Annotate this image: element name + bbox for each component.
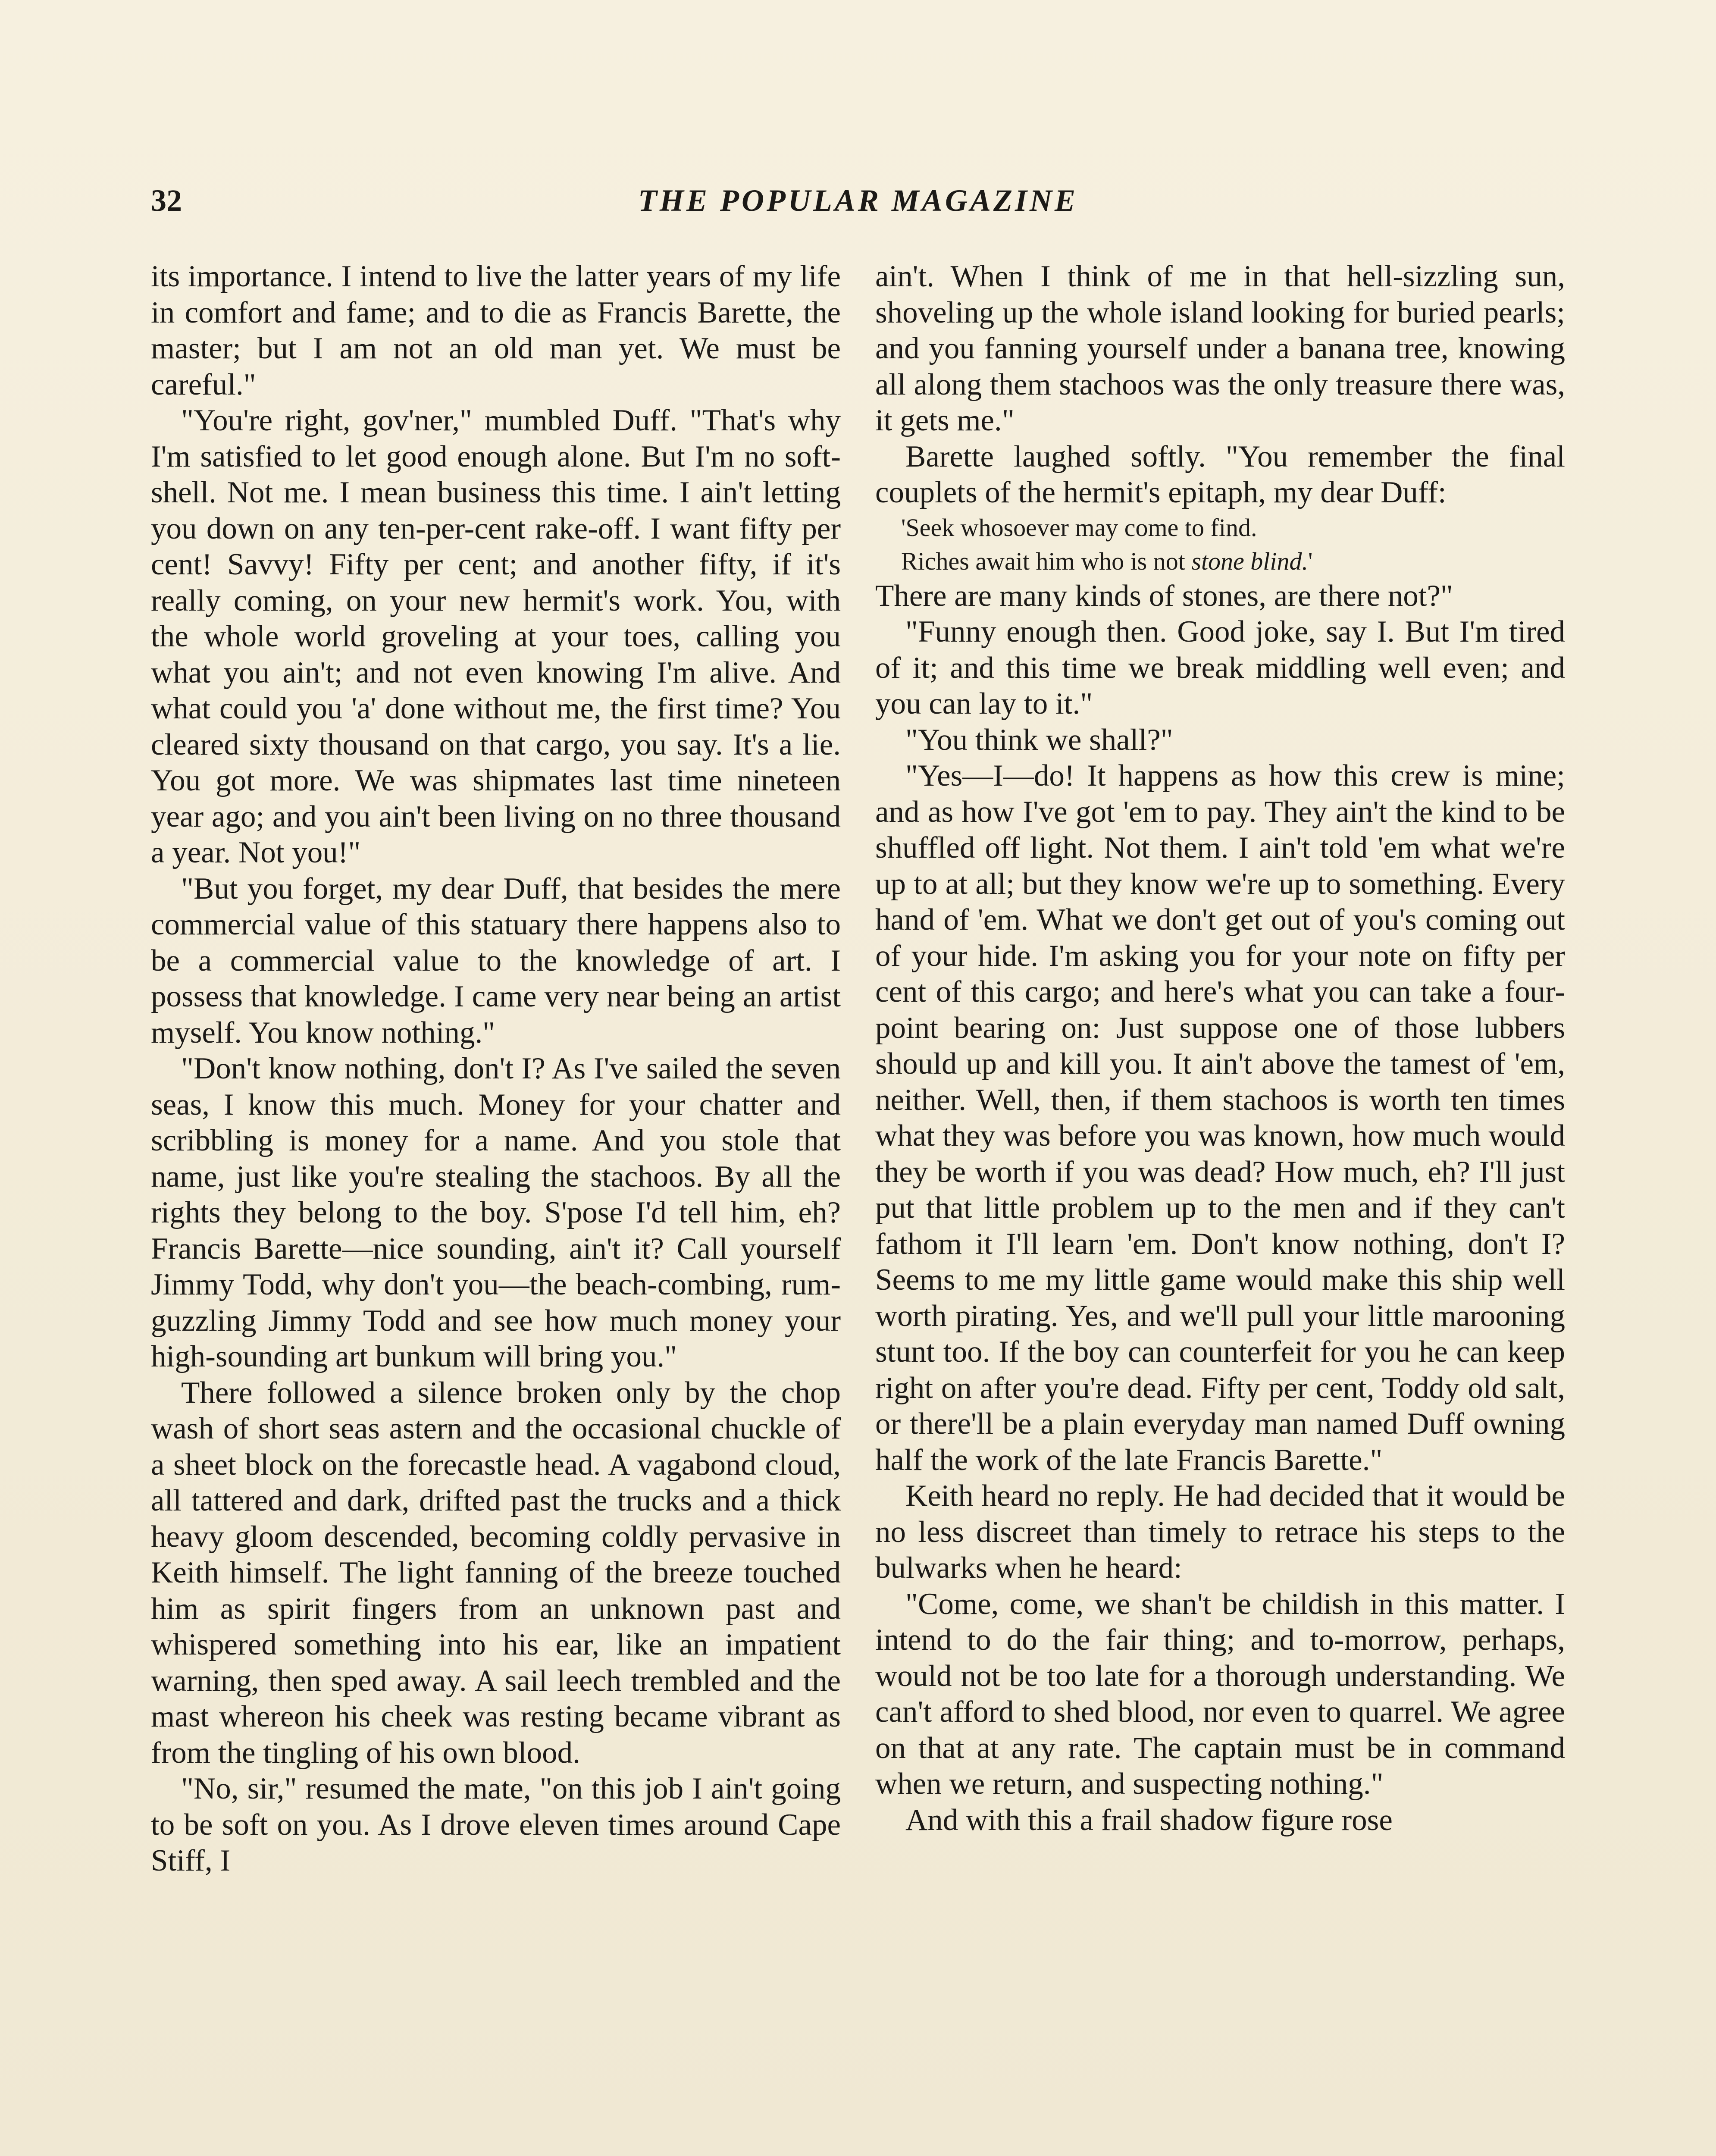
paragraph: There are many kinds of stones, are there not?" (875, 579, 1453, 613)
left-column (151, 259, 841, 2156)
verse-line (901, 545, 1565, 578)
paragraph: Keith heard no reply. He had decided that it would be no less discreet than timely to retrace his steps to the bulwarks when he heard: (875, 1479, 1565, 1585)
paragraph: "Yes—I—do! It happens as how this crew is mine; and as how I've got 'em to pay. They ain't the kind to be shuffled off light. Not them. I ain't told 'em what we're up to at all; but they know we're up to something. Every hand of 'em. What we don't get out of you's coming out of your hide. I'm asking you for your note on fifty per cent of this cargo; and here's what you can take a four-point bearing on: Just suppose one of those lubbers should up and kill you. It ain't above the tamest of 'em, neither. Well, then, if them stachoos is worth ten times what they was before you was known, how much would they be worth if you was dead? How much, eh? I'll just put that little problem up to the men and if they can't fathom it I'll learn 'em. Don't know nothing, don't I? Seems to me my little game would make this ship well worth pirating. Yes, and we'll pull your little marooning stunt too. If the boy can counterfeit for you he can keep right on after you're dead. Fifty per cent, Toddy old salt, or there'll be a plain everyday man named Duff owning half the work of the late Francis Barette." (875, 759, 1565, 1477)
paragraph: "No, sir," resumed the mate, "on this job I ain't going to be soft on you. As I drove eleven times around Cape Stiff, I (151, 1772, 841, 1877)
paragraph: "You're right, gov'ner," mumbled Duff. "That's why I'm satisfied to let good enough alone. But I'm no soft-shell. Not me. I mean business this time. I ain't letting you down on any ten-per-cent rake-off. I want fifty per cent! Savvy! Fifty per cent; and another fifty, if it's really coming, on your new hermit's work. You, with the whole world groveling at your toes, calling you what you ain't; and not even knowing I'm alive. And what could you 'a' done without me, the first time? You cleared sixty thousand on that cargo, you say. It's a lie. You got more. We was shipmates last time nineteen year ago; and you ain't been living on no three thousand a year. Not you!" (151, 404, 841, 869)
paragraph: And with this a frail shadow figure rose (905, 1803, 1393, 1837)
paragraph: "But you forget, my dear Duff, that besides the mere commercial value of this statuary there happens also to be a commercial value to the knowledge of art. I possess that knowledge. I came very near being an artist myself. You know nothing." (151, 871, 841, 1050)
running-head (151, 177, 1565, 224)
paragraph: "Funny enough then. Good joke, say I. But I'm tired of it; and this time we break middling well even; and you can lay to it." (875, 615, 1565, 721)
paragraph: There followed a silence broken only by the chop wash of short seas astern and the occasional chuckle of a sheet block on the forecastle head. A vagabond cloud, all tattered and dark, drifted past the trucks and a thick heavy gloom descended, becoming coldly pervasive in Keith himself. The light fanning of the breeze touched him as spirit fingers from an unknown past and whispered something into his ear, like an impatient warning, then sped away. A sail leech trembled and the mast whereon his cheek was resting became vibrant as from the tingling of his own blood. (151, 1376, 841, 1770)
verse-text: Riches await him who is not (901, 547, 1192, 575)
paragraph: Barette laughed softly. "You remember the final couplets of the hermit's epitaph, my dear Duff: (875, 439, 1565, 509)
epitaph-verse (875, 511, 1565, 578)
paragraph: its importance. I intend to live the latter years of my life in comfort and fame; and to die as Francis Barette, the master; but I am not an old man yet. We must be careful." (151, 260, 841, 401)
page-number: 32 (151, 183, 182, 218)
right-column (875, 259, 1565, 2156)
paragraph: "Don't know nothing, don't I? As I've sailed the seven seas, I know this much. Money for your chatter and scribbling is money for a name. And you stole that name, just like you're stealing the stachoos. By all the rights they belong to the boy. S'pose I'd tell him, eh? Francis Barette—nice sounding, ain't it? Call yourself Jimmy Todd, why don't you—the beach-combing, rum-guzzling Jimmy Todd and see how much money your high-sounding art bunkum will bring you." (151, 1052, 841, 1373)
verse-text: ' (1308, 547, 1313, 575)
magazine-title: THE POPULAR MAGAZINE (638, 183, 1078, 218)
paragraph: ain't. When I think of me in that hell-sizzling sun, shoveling up the whole island looking for buried pearls; and you fanning yourself under a banana tree, knowing all along them stachoos was the only treasure there was, it gets me." (875, 260, 1565, 437)
paragraph: "Come, come, we shan't be childish in this matter. I intend to do the fair thing; and to-morrow, perhaps, would not be too late for a thorough understanding. We can't afford to shed blood, nor even to quarrel. We agree on that at any rate. The captain must be in command when we return, and suspecting nothing." (875, 1587, 1565, 1801)
verse-line: 'Seek whosoever may come to find. (901, 513, 1257, 542)
paragraph: "You think we shall?" (905, 723, 1173, 757)
verse-emphasis: stone blind. (1191, 547, 1309, 575)
